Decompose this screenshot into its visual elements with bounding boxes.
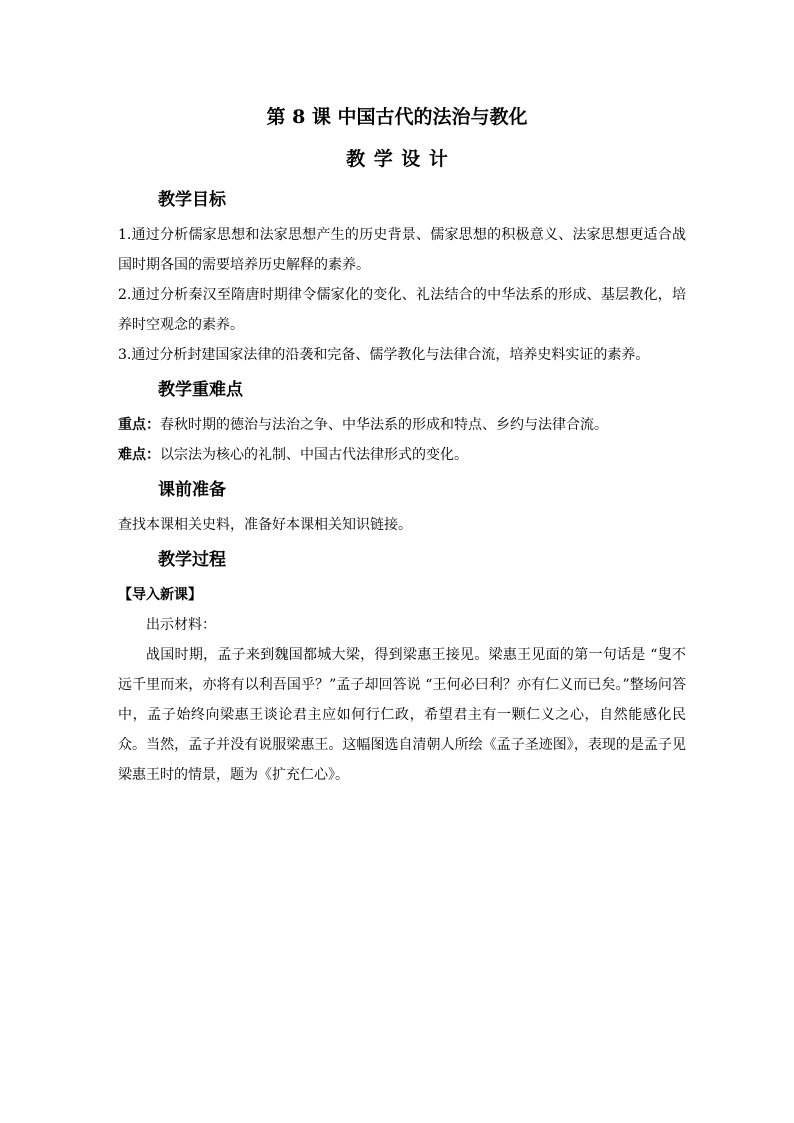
show-material-label: 出示材料： xyxy=(146,617,216,633)
section-heading-process: 教学过程 xyxy=(158,550,226,570)
difficult-point-label: 难点： xyxy=(118,447,160,463)
document-body xyxy=(118,186,686,790)
difficult-point-text: 以宗法为核心的礼制、中国古代法律形式的变化。 xyxy=(160,447,468,463)
intro-new-lesson-tag: 【导入新课】 xyxy=(118,587,202,603)
key-point-text: 春秋时期的德治与法治之争、中华法系的形成和特点、乡约与法律合流。 xyxy=(160,417,608,433)
section-heading-goals: 教学目标 xyxy=(158,190,226,210)
lesson-title: 第 8 课 中国古代的法治与教化 xyxy=(266,106,528,128)
document-subtitle: 教学设计 xyxy=(346,148,457,170)
section-heading-prep: 课前准备 xyxy=(158,480,226,500)
section-heading-key-points: 教学重难点 xyxy=(158,380,243,400)
goal-item-2: 2.通过分析秦汉至隋唐时期律令儒家化的变化、礼法结合的中华法系的形成、基层教化，培养时空观念的素养。 xyxy=(118,287,686,333)
prep-text: 查找本课相关史料，准备好本课相关知识链接。 xyxy=(118,517,412,533)
goal-item-1: 1.通过分析儒家思想和法家思想产生的历史背景、儒家思想的积极意义、法家思想更适合战国时期各国的需要培养历史解释的素养。 xyxy=(118,227,686,273)
material-paragraph: 战国时期，孟子来到魏国都城大梁，得到梁惠王接见。梁惠王见面的第一句话是 “叟不远千里而来，亦将有以利吾国乎？”孟子却回答说 “王何必曰利？亦有仁义而已矣。”整场问答中，孟子始终向梁惠王谈论君主应如何行仁政，希望君主有一颗仁义之心，自然能感化民众。当然，孟子并没有说服梁惠王。这幅图选自清朝人所绘《孟子圣迹图》，表现的是孟子见梁惠王时的情景，题为《扩充仁心》。 xyxy=(118,647,686,783)
key-point-line xyxy=(118,410,686,440)
key-point-label: 重点： xyxy=(118,417,160,433)
goal-item-3: 3.通过分析封建国家法律的沿袭和完备、儒学教化与法律合流，培养史料实证的素养。 xyxy=(118,347,650,363)
difficult-point-line xyxy=(118,440,686,470)
